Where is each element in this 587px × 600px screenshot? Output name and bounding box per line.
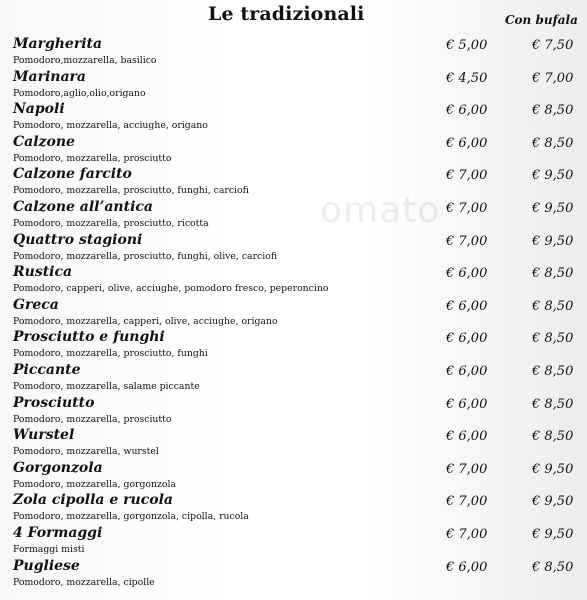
item-price: € 6,00 xyxy=(446,396,488,412)
item-name: Wurstel xyxy=(13,427,75,444)
item-price: € 6,00 xyxy=(446,266,488,282)
menu-list xyxy=(0,35,587,589)
item-price-bufala: € 8,50 xyxy=(532,331,574,347)
item-name: Calzone farcito xyxy=(13,166,132,183)
item-price-bufala: € 9,50 xyxy=(532,233,574,249)
item-description: Pomodoro, mozzarella, wurstel xyxy=(13,446,159,458)
item-price: € 7,00 xyxy=(446,200,488,216)
item-description: Pomodoro, mozzarella, capperi, olive, acciughe, origano xyxy=(13,315,278,327)
item-price-bufala: € 8,50 xyxy=(532,363,574,379)
item-price-bufala: € 9,50 xyxy=(532,168,574,184)
item-name: Marinara xyxy=(13,68,86,85)
item-price-bufala: € 8,50 xyxy=(532,559,574,575)
item-description: Pomodoro, mozzarella, gorgonzola xyxy=(13,478,177,490)
item-price: € 7,00 xyxy=(446,494,488,510)
item-price: € 7,00 xyxy=(446,233,488,249)
item-name: Napoli xyxy=(13,101,65,118)
item-price-bufala: € 9,50 xyxy=(532,461,574,477)
menu-item xyxy=(0,100,587,133)
item-description: Pomodoro, mozzarella, prosciutto, ricotta xyxy=(13,217,209,229)
menu-item xyxy=(0,165,587,198)
item-price-bufala: € 8,50 xyxy=(532,429,574,445)
menu-item xyxy=(0,328,587,361)
item-price: € 7,00 xyxy=(446,526,488,542)
menu-item xyxy=(0,426,587,459)
menu-item xyxy=(0,491,587,524)
item-description: Pomodoro, mozzarella, salame piccante xyxy=(13,380,200,392)
item-name: Zola cipolla e rucola xyxy=(13,492,173,509)
item-name: Gorgonzola xyxy=(13,459,103,476)
item-description: Pomodoro, mozzarella, acciughe, origano xyxy=(13,120,208,132)
item-description: Pomodoro,aglio,olio,origano xyxy=(13,87,146,99)
item-price: € 4,50 xyxy=(446,70,488,86)
item-price-bufala: € 8,50 xyxy=(532,135,574,151)
item-price-bufala: € 8,50 xyxy=(532,266,574,282)
item-name: Prosciutto xyxy=(13,394,95,411)
item-name: Calzone all’antica xyxy=(13,198,153,215)
menu-item xyxy=(0,68,587,101)
menu-item xyxy=(0,133,587,166)
item-name: Piccante xyxy=(13,361,81,378)
item-price: € 6,00 xyxy=(446,363,488,379)
item-price: € 6,00 xyxy=(446,103,488,119)
item-price-bufala: € 8,50 xyxy=(532,103,574,119)
menu-item xyxy=(0,231,587,264)
item-price-bufala: € 9,50 xyxy=(532,200,574,216)
menu-item xyxy=(0,459,587,492)
menu-item xyxy=(0,361,587,394)
item-price: € 6,00 xyxy=(446,135,488,151)
item-description: Pomodoro, mozzarella, prosciutto xyxy=(13,413,172,425)
menu-item xyxy=(0,296,587,329)
watermark: omato xyxy=(320,190,441,231)
item-price-bufala: € 7,50 xyxy=(532,38,574,53)
item-description: Pomodoro, mozzarella, cipolle xyxy=(13,576,155,588)
menu-item xyxy=(0,524,587,557)
item-name: Greca xyxy=(13,296,59,313)
item-price: € 6,00 xyxy=(446,559,488,575)
item-name: Pugliese xyxy=(13,557,80,574)
item-description: Pomodoro, capperi, olive, acciughe, pomodoro fresco, peperoncino xyxy=(13,283,329,295)
item-description: Pomodoro, mozzarella, prosciutto, funghi, olive, carciofi xyxy=(13,250,278,262)
item-price-bufala: € 8,50 xyxy=(532,298,574,314)
item-price: € 7,00 xyxy=(446,168,488,184)
item-price-bufala: € 9,50 xyxy=(532,526,574,542)
page-title: Le tradizionali xyxy=(208,3,365,25)
item-price: € 5,00 xyxy=(446,38,488,53)
item-price: € 7,00 xyxy=(446,461,488,477)
item-description: Formaggi misti xyxy=(13,543,85,555)
item-description: Pomodoro,mozzarella, basilico xyxy=(13,55,157,66)
menu-item xyxy=(0,557,587,590)
menu-item xyxy=(0,263,587,296)
item-name: Quattro stagioni xyxy=(13,231,143,248)
menu-item xyxy=(0,35,587,68)
item-name: Rustica xyxy=(13,264,73,281)
item-description: Pomodoro, mozzarella, prosciutto, funghi xyxy=(13,348,208,360)
column-header-bufala: Con bufala xyxy=(505,13,578,27)
item-description: Pomodoro, mozzarella, prosciutto xyxy=(13,152,172,164)
item-name: Prosciutto e funghi xyxy=(13,329,165,346)
item-name: 4 Formaggi xyxy=(13,524,103,541)
item-price-bufala: € 9,50 xyxy=(532,494,574,510)
item-description: Pomodoro, mozzarella, gorgonzola, cipolla, rucola xyxy=(13,511,249,523)
item-name: Calzone xyxy=(13,133,75,150)
item-price: € 6,00 xyxy=(446,331,488,347)
item-name: Margherita xyxy=(13,36,103,52)
item-price: € 6,00 xyxy=(446,429,488,445)
item-price: € 6,00 xyxy=(446,298,488,314)
item-price-bufala: € 8,50 xyxy=(532,396,574,412)
menu-item xyxy=(0,198,587,231)
menu-item xyxy=(0,394,587,427)
item-description: Pomodoro, mozzarella, prosciutto, funghi, carciofi xyxy=(13,185,249,197)
item-price-bufala: € 7,00 xyxy=(532,70,574,86)
